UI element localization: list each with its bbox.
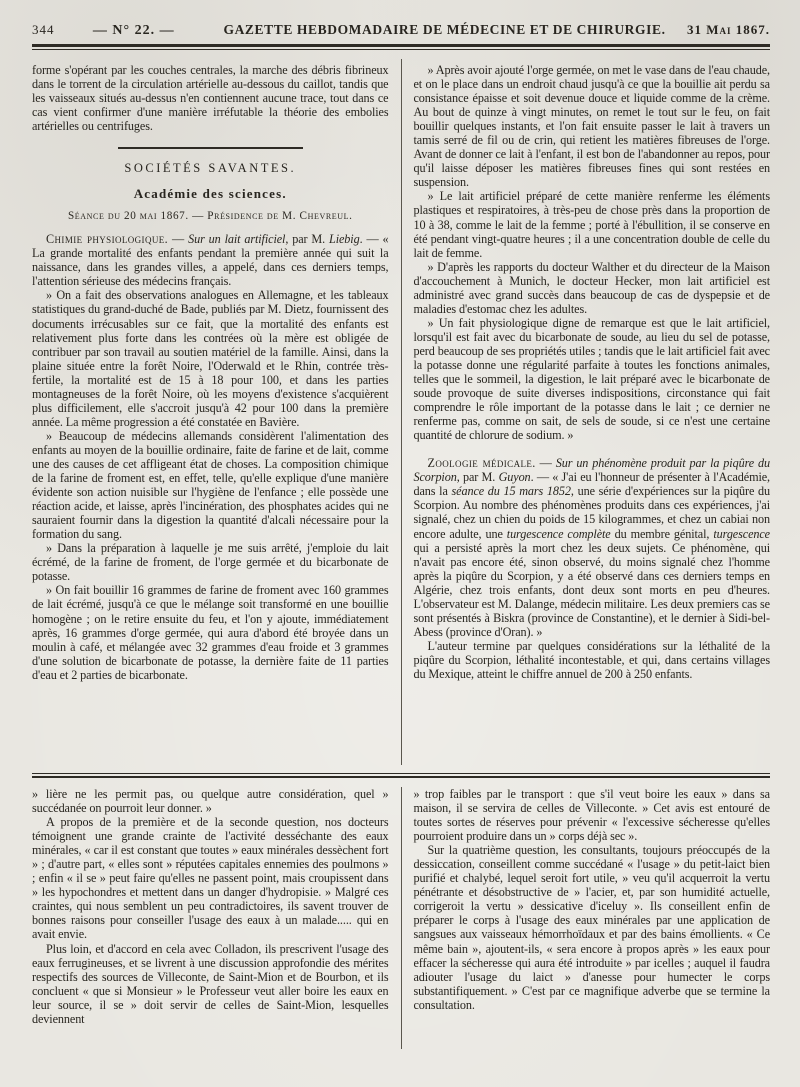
paragraph: » Le lait artificiel préparé de cette manière renferme les éléments plastiques et respiratoires, à très-peu de chose près dans la proportion de 10 à 38, comme le lait de la femme ; porté à l'ébullition, il se conserve en été pendant vingt-quatre heures ; il a une concentration double de celle du lait de femme. <box>413 189 770 260</box>
issue-date: 31 Mai 1867. <box>686 22 770 37</box>
paragraph: » Après avoir ajouté l'orge germée, on met le vase dans de l'eau chaude, et on le place dans un endroit chaud jusqu'à ce que la bouillie ait perdu sa consistance épaisse et soit devenue douce et liquide comme de la crème. Au bout de quinze à vingt minutes, on remet le tout sur le feu, on fait bouillir quelques instants, et l'on fait ensuite passer le lait à travers un tamis serré de fil ou de crin, qui retient les matières fibreuses de l'orge. Avant de donner ce lait à l'enfant, il est bon de l'abandonner au repos, pour qu'il laisse déposer les matières fibreuses fines qui sont restées en suspension. <box>413 63 770 190</box>
paragraph: Plus loin, et d'accord en cela avec Colladon, ils prescrivent l'usage des eaux ferrugineuses, et se livrent à une discussion approfondie des mérites respectifs des sources de Villeconte, de Saint-Mion et de Bourbon, et ils concluent « que si Monsieur » le Professeur veut aller boire les eaux en leur source, il se » doit servir de celles de Saint-Mion, lesquelles deviennent <box>32 941 389 1026</box>
paragraph: » Dans la préparation à laquelle je me suis arrêté, j'emploie du lait écrémé, de la farine de froment, de l'orge germée et du bicarbonate de potasse. <box>32 541 389 584</box>
paragraph: » Un fait physiologique digne de remarque est que le lait artificiel, lorsqu'il est fait avec du bicarbonate de soude, au lieu du sel de potasse, perd beaucoup de ses propriétés utiles ; tandis que le lait artificiel fait avec la potasse donne une régularité parfaite à toutes les fonctions animales, telles que le sommeil, la digestion, le lait préparé avec le bicarbonate de soude provoque de suite diverses indispositions, circonstance qui fait comprendre le rôle important de la potasse dans le lait ; ce dernier ne renferme pas, comme on sait, de sels de soude, si ce n'est une certaine quantité de chlorure de sodium. » <box>413 315 770 443</box>
paragraph: » Beaucoup de médecins allemands considèrent l'alimentation des enfants au moyen de la bouillie ordinaire, faite de farine et de lait, comme une des causes de cet affligeant état de choses. La composition chimique de la farine de froment est, en effet, telle, qu'elle explique d'une manière évidente son action nuisible sur l'hygiène de l'enfance ; elle possède une réaction acide, et laisse, après l'incinération, des phosphates acides qui ne sauraient fournir dans la digestion la quantité d'alcali nécessaire pour la formation du sang. <box>32 428 389 542</box>
paragraph: » On a fait des observations analogues en Allemagne, et les tableaux statistiques du grand-duché de Bade, publiés par M. Dietz, fournissent des documents irrécusables sur ce fait, que la mortalité des enfants est relativement plus forte dans les contrées où la mère est obligée de contribuer par son travail au soutien matériel de la famille. Ainsi, dans la plaine située entre la forêt Noire, l'Oderwald et le Rhin, contrée très-fertile, la mortalité est de 15 à 18 pour 100, et dans les parties montagneuses de la forêt Noire, où les moyens d'existence s'acquièrent plus difficilement, elle s'accroit jusqu'à 42 pour 100 dans la première année. La même progression a été constatée en Bavière. <box>32 288 389 429</box>
header-rule <box>32 44 770 50</box>
paragraph: » trop faibles par le transport : que s'il veut boire les eaux » dans sa maison, il se servira de celles de Villeconte. » Cet avis est entouré de toutes sortes de réserves pour prévenir « l'excessive sécheresse qu'elles pourroient produire dans un » corps déjà sec ». <box>413 787 770 844</box>
paragraph: » On fait bouillir 16 grammes de farine de froment avec 160 grammes de lait écrémé, jusqu'à ce que le mélange soit transformé en une bouillie homogène ; on le retire ensuite du feu, et l'on y ajoute, immédiatement après, 16 grammes d'orge germée, qui aura d'abord été broyée dans un moulin à café, et mélangée avec 32 grammes d'eau froide et 3 grammes d'une solution de bicarbonate de potasse, la dernière faite de 11 parties d'eau et 2 parties de bicarbonate. <box>32 583 389 682</box>
paragraph: » lière ne les permit pas, ou quelque autre considération, quel » succédanée on pourroit leur donner. » <box>32 787 389 816</box>
section-separator-rule <box>32 773 770 778</box>
continuation-paragraph: forme s'opérant par les couches centrales, la marche des débris fibrineux dans le torrent de la circulation artérielle au-dessous du caillot, tandis que les vaisseaux situés au-dessus n'en contiennent aucune trace, tout dans ce cas vient confirmer d'une manière irréfutable la théorie des embolies artérielles ou centrifuges. <box>32 63 389 134</box>
paragraph: L'auteur termine par quelques considérations sur la léthalité de la piqûre du Scorpion, léthalité incontestable, et qui, dans certains villages du Mexique, atteint le chiffre annuel de 200 à 250 enfants. <box>413 638 770 681</box>
journal-title: GAZETTE HEBDOMADAIRE DE MÉDECINE ET DE CHIRURGIE. <box>223 22 666 37</box>
lower-left-column <box>32 787 401 1049</box>
subsection-heading: Académie des sciences. <box>133 186 287 202</box>
upper-section <box>32 59 770 765</box>
paragraph: A propos de la première et de la seconde question, nos docteurs témoignent une grande crainte de l'activité desséchante des eaux minérales, « car il est constant que toutes » eaux minérales dessèchent fort » ; d'autre part, « elles sont » réputées capitales ennemies des poulmons » ; enfin « il se » peut faire qu'elles ne passent point, mais croupissent dans » les hypochondres et mettent dans un danger d'hydropisie. » Malgré ces craintes, qui nous semblent un peu contradictoires, ils savent trouver de bonnes raisons pour conseiller l'usage des eaux à un malade..... qui en avait envie. <box>32 815 389 942</box>
page-header <box>32 22 770 39</box>
issue-number: — N° 22. — <box>92 23 175 38</box>
lower-right-column <box>402 787 771 1049</box>
upper-right-column <box>402 59 771 765</box>
paragraph: » D'après les rapports du docteur Walther et du directeur de la Maison d'accouchement à Munich, le docteur Hecker, mon lait artificiel est administré avec grand succès dans beaucoup de cas de dyspepsie et de maladies d'estomac chez les adultes. <box>413 259 770 316</box>
section-rule <box>118 147 303 149</box>
session-line: Séance du 20 mai 1867. — Présidence de M. Chevreul. <box>67 210 353 223</box>
page-number: 344 <box>32 22 55 37</box>
paragraph: Zoologie médicale. — Sur un phénomène produit par la piqûre du Scorpion, par M. Guyon. — « J'ai eu l'honneur de présenter à l'Académie, dans la séance du 15 mars 1852, une série d'expériences sur la piqûre du Scorpion. Au nombre des phénomènes produits dans ces expériences, j'ai signalé, chez un chien du poids de 15 kilogrammes, et chez un cabiai non encore adulte, une turgescence complète du membre génital, turgescence qui a persisté après la mort chez les deux sujets. Ce phénomène, qui n'avait pas encore été, sinon observé, du moins signalé chez l'homme après la piqûre du Scorpion, y a été observé dans ces derniers temps en Algérie, chez trois enfants, dont deux sont morts en peu d'heures. L'observateur est M. Dalange, médecin militaire. Les deux premiers cas se sont présentés à Biskra (province de Constantine), et le dernier à Sidi-bel-Abess (province d'Oran). » <box>413 456 771 639</box>
lower-section <box>32 787 770 1049</box>
section-heading: SOCIÉTÉS SAVANTES. <box>124 161 297 176</box>
paragraph: Sur la quatrième question, les consultants, toujours préoccupés de la dessiccation, conseillent comme succédané « l'usage » du petit-laict bien purifié et chalybé, lequel seroit fort utile, » veu qu'il acquerroit la vertu pénétrante et désobstructive de » l'acier, et, par son humidité actuelle, corrigeroit la vertu » dessicative d'iceluy ». Ils conseillent enfin de préparer le corps à l'usage des eaux minérales par une application de sangsues aux vaisseaux hémorrhoïdaux et par des bains émollients. « Ce même bain », ajoutent-ils, « sera encore à propos après » les eaux pour effacer la sécheresse qui aura été introduite » par icelles ; auquel il faudra adiouter l'usage du laict » d'anesse pour humecter le corps substantifiquement. » C'est par ce magnifique adverbe que se termine la consultation. <box>413 843 770 1012</box>
paragraph: Chimie physiologique. — Sur un lait artificiel, par M. Liebig. — « La grande mortalité des enfants pendant la première année qui suit la naissance, dans les grandes villes, a appelé, dans ces derniers temps, l'attention sérieuse des médecins français. <box>32 232 389 289</box>
upper-left-column <box>32 59 401 765</box>
